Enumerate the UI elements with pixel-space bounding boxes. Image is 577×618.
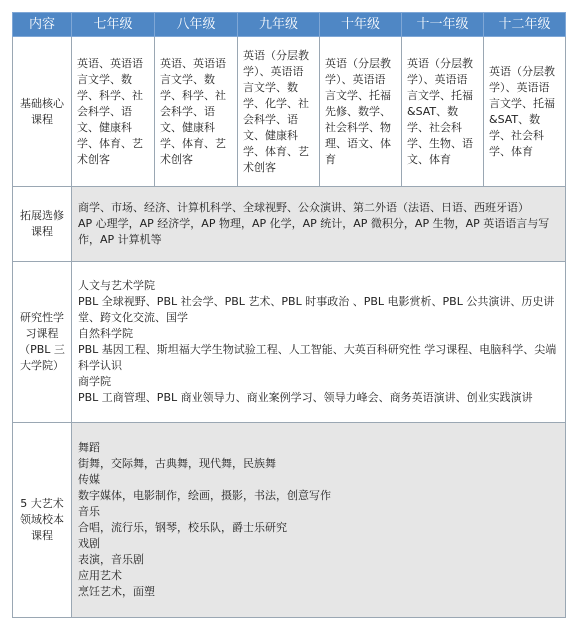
pbl-college-title: 商学院: [78, 375, 111, 388]
header-grade-8: 八年级: [155, 13, 238, 37]
row-arts-courses: [13, 423, 566, 618]
pbl-college-title: 自然科学院: [78, 327, 133, 340]
arts-course-list: 数字媒体，电影制作，绘画，摄影，书法，创意写作: [78, 489, 331, 502]
pbl-course-list: PBL 基因工程、斯坦福大学生物试验工程、人工智能、大英百科研究性 学习课程、电脑科学、尖端科学认识: [78, 343, 557, 372]
arts-course-list: 街舞，交际舞，古典舞，现代舞，民族舞: [78, 457, 276, 470]
header-grade-12: 十二年级: [484, 13, 566, 37]
arts-field-title: 戏剧: [78, 537, 100, 550]
header-content: 内容: [13, 13, 72, 37]
arts-field-title: 音乐: [78, 505, 100, 518]
row-label-extension: 拓展选修课程: [13, 187, 72, 262]
arts-course-list: 合唱，流行乐，钢琴，校乐队，爵士乐研究: [78, 521, 287, 534]
arts-field-title: 传媒: [78, 473, 100, 486]
row-label-core: 基础核心课程: [13, 37, 72, 187]
header-row: [13, 13, 566, 37]
row-pbl-courses: [13, 262, 566, 423]
pbl-college-title: 人文与艺术学院: [78, 279, 155, 292]
pbl-content: [72, 262, 566, 423]
pbl-course-list: PBL 全球视野、PBL 社会学、PBL 艺术、PBL 时事政治 、PBL 电影赏析、PBL 公共演讲、历史讲堂、跨文化交流、国学: [78, 295, 555, 324]
extension-content: [72, 187, 566, 262]
arts-field-title: 应用艺术: [78, 569, 122, 582]
extension-line: 商学、市场、经济、计算机科学、全球视野、公众演讲、第二外语（法语、日语、西班牙语）: [78, 201, 529, 214]
pbl-course-list: PBL 工商管理、PBL 商业领导力、商业案例学习、领导力峰会、商务英语演讲、创业实践演讲: [78, 391, 533, 404]
row-label-pbl: 研究性学习课程（PBL 三大学院）: [13, 262, 72, 423]
row-extension-courses: [13, 187, 566, 262]
core-grade-7: 英语、英语语言文学、数学、科学、社会科学、语文、健康科学、体育、艺术创客: [72, 37, 155, 187]
row-core-courses: [13, 37, 566, 187]
core-grade-11: 英语（分层教学）、英语语言文学、托福&SAT、数学、社会科学、生物、语文、体育: [402, 37, 484, 187]
curriculum-table: [12, 12, 566, 618]
header-grade-10: 十年级: [320, 13, 402, 37]
header-grade-9: 九年级: [238, 13, 320, 37]
core-grade-10: 英语（分层教学）、英语语言文学、托福先修、数学、社会科学、物理、语文、体育: [320, 37, 402, 187]
core-grade-8: 英语、英语语言文学、数学、科学、社会科学、语文、健康科学、体育、艺术创客: [155, 37, 238, 187]
arts-field-title: 舞蹈: [78, 441, 100, 454]
header-grade-11: 十一年级: [402, 13, 484, 37]
core-grade-9: 英语（分层教学）、英语语言文学、数学、化学、社会科学、语文、健康科学、体育、艺术创客: [238, 37, 320, 187]
header-grade-7: 七年级: [72, 13, 155, 37]
row-label-arts: 5 大艺术领域校本课程: [13, 423, 72, 618]
core-grade-12: 英语（分层教学）、英语语言文学、托福&SAT、数学、社会科学、体育: [484, 37, 566, 187]
arts-course-list: 表演，音乐剧: [78, 553, 144, 566]
arts-course-list: 烹饪艺术，面塑: [78, 585, 155, 598]
arts-content: [72, 423, 566, 618]
extension-line: AP 心理学，AP 经济学，AP 物理，AP 化学，AP 统计，AP 微积分，AP 生物，AP 英语语言与写作，AP 计算机等: [78, 217, 550, 246]
